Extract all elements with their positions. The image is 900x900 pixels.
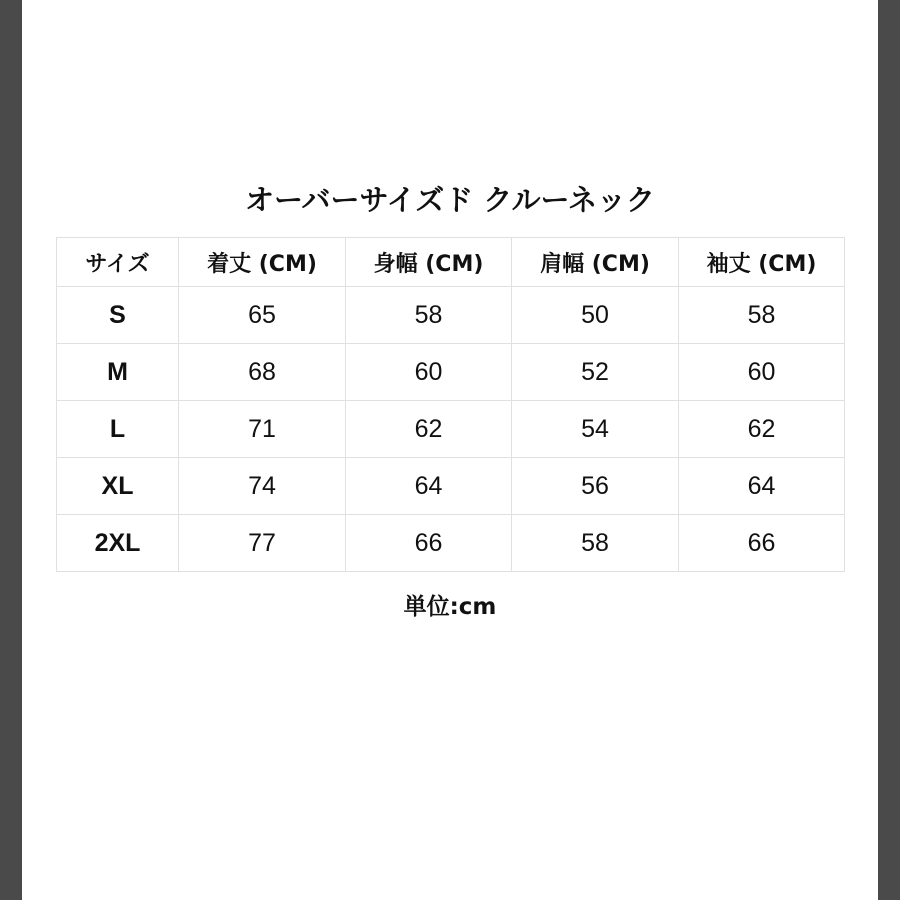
measurement-cell: 54 — [512, 401, 679, 458]
measurement-cell: 50 — [512, 287, 679, 344]
size-cell: S — [57, 287, 179, 344]
header-cell: 袖丈 (CM) — [679, 238, 845, 287]
measurement-cell: 71 — [179, 401, 346, 458]
header-cell: 着丈 (CM) — [179, 238, 346, 287]
measurement-cell: 62 — [346, 401, 512, 458]
measurement-cell: 60 — [679, 344, 845, 401]
header-cell: 肩幅 (CM) — [512, 238, 679, 287]
measurement-cell: 66 — [679, 515, 845, 572]
measurement-cell: 58 — [346, 287, 512, 344]
size-cell: XL — [57, 458, 179, 515]
left-frame-bar — [0, 0, 22, 900]
measurement-cell: 58 — [679, 287, 845, 344]
right-frame-bar — [878, 0, 900, 900]
header-cell: サイズ — [57, 238, 179, 287]
size-cell: L — [57, 401, 179, 458]
measurement-cell: 68 — [179, 344, 346, 401]
size-cell: M — [57, 344, 179, 401]
measurement-cell: 74 — [179, 458, 346, 515]
header-row — [57, 238, 845, 287]
unit-note: 単位:cm — [403, 594, 497, 620]
measurement-cell: 66 — [346, 515, 512, 572]
table-row — [57, 401, 845, 458]
measurement-cell: 58 — [512, 515, 679, 572]
measurement-cell: 65 — [179, 287, 346, 344]
table-row — [57, 458, 845, 515]
table-row — [57, 344, 845, 401]
size-cell: 2XL — [57, 515, 179, 572]
measurement-cell: 64 — [346, 458, 512, 515]
size-table — [56, 237, 845, 572]
table-row — [57, 515, 845, 572]
measurement-cell: 56 — [512, 458, 679, 515]
chart-title: オーバーサイズド クルーネック — [244, 183, 655, 217]
measurement-cell: 60 — [346, 344, 512, 401]
header-cell: 身幅 (CM) — [346, 238, 512, 287]
measurement-cell: 64 — [679, 458, 845, 515]
measurement-cell: 52 — [512, 344, 679, 401]
table-row — [57, 287, 845, 344]
measurement-cell: 77 — [179, 515, 346, 572]
measurement-cell: 62 — [679, 401, 845, 458]
